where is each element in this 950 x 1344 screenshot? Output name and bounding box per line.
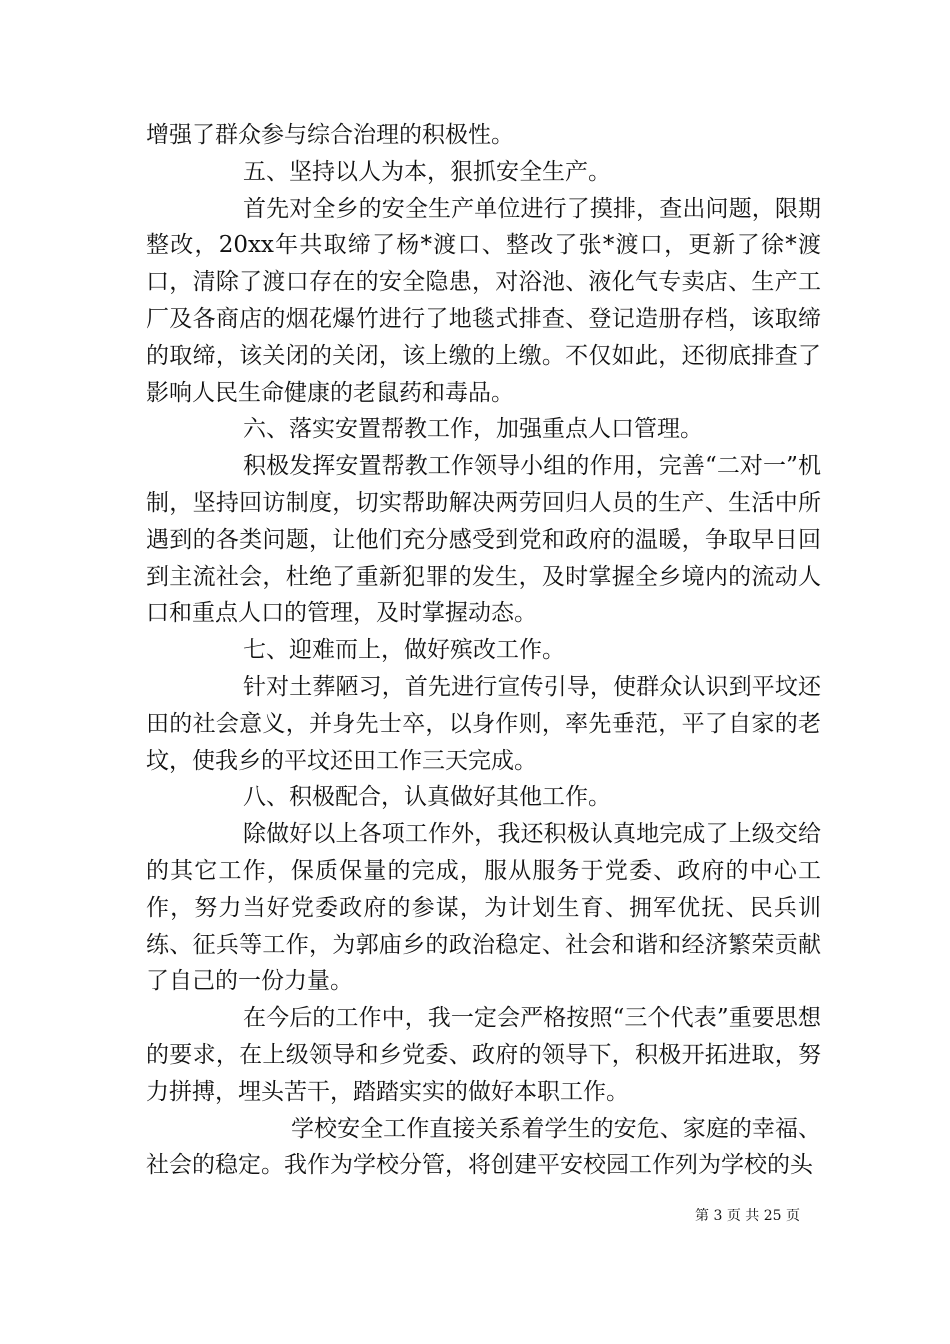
section-heading-8: 八、积极配合，认真做好其他工作。	[243, 784, 611, 811]
section-heading-7: 七、迎难而上，做好殡改工作。	[243, 637, 565, 664]
paragraph-school-safety: 学校安全工作直接关系着学生的安危、家庭的幸福、社会的稳定。我作为学校分管，将创建平安校园工作列为学校的头	[146, 1115, 821, 1179]
paragraph-continued: 增强了群众参与综合治理的积极性。	[146, 122, 514, 148]
paragraph-resettlement: 积极发挥安置帮教工作领导小组的作用，完善“二对一”机制，坚持回访制度，切实帮助解决两劳回归人员的生产、生活中所遇到的各类问题，让他们充分感受到党和政府的温暖，争取早日回到主流社会，杜绝了重新犯罪的发生，及时掌握全乡境内的流动人口和重点人口的管理，及时掌握动态。	[146, 453, 821, 627]
page-number-footer: 第 3 页 共 25 页	[695, 1208, 800, 1224]
paragraph-other-work: 除做好以上各项工作外，我还积极认真地完成了上级交给的其它工作，保质保量的完成，服从服务于党委、政府的中心工作，努力当好党委政府的参谋，为计划生育、拥军优抚、民兵训练、征兵等工作，为郭庙乡的政治稳定、社会和谐和经济繁荣贡献了自己的一份力量。	[146, 821, 821, 995]
section-heading-6: 六、落实安置帮教工作，加强重点人口管理。	[243, 416, 703, 443]
paragraph-future-work: 在今后的工作中，我一定会严格按照“三个代表”重要思想的要求，在上级领导和乡党委、政府的领导下，积极开拓进取，努力拼搏，埋头苦干，踏踏实实的做好本职工作。	[146, 1005, 821, 1105]
paragraph-funeral-reform: 针对土葬陋习，首先进行宣传引导，使群众认识到平坟还田的社会意义，并身先士卒，以身作则，率先垂范，平了自家的老坟，使我乡的平坟还田工作三天完成。	[146, 673, 821, 774]
section-heading-5: 五、坚持以人为本，狠抓安全生产。	[243, 158, 611, 185]
paragraph-safety-production: 首先对全乡的安全生产单位进行了摸排，查出问题，限期整改，20xx年共取缔了杨*渡口、整改了张*渡口，更新了徐*渡口，清除了渡口存在的安全隐患，对浴池、液化气专卖店、生产工厂及各商店的烟花爆竹进行了地毯式排查、登记造册存档，该取缔的取缔，该关闭的关闭，该上缴的上缴。不仅如此，还彻底排查了影响人民生命健康的老鼠药和毒品。	[146, 195, 821, 406]
document-body	[146, 117, 821, 1184]
